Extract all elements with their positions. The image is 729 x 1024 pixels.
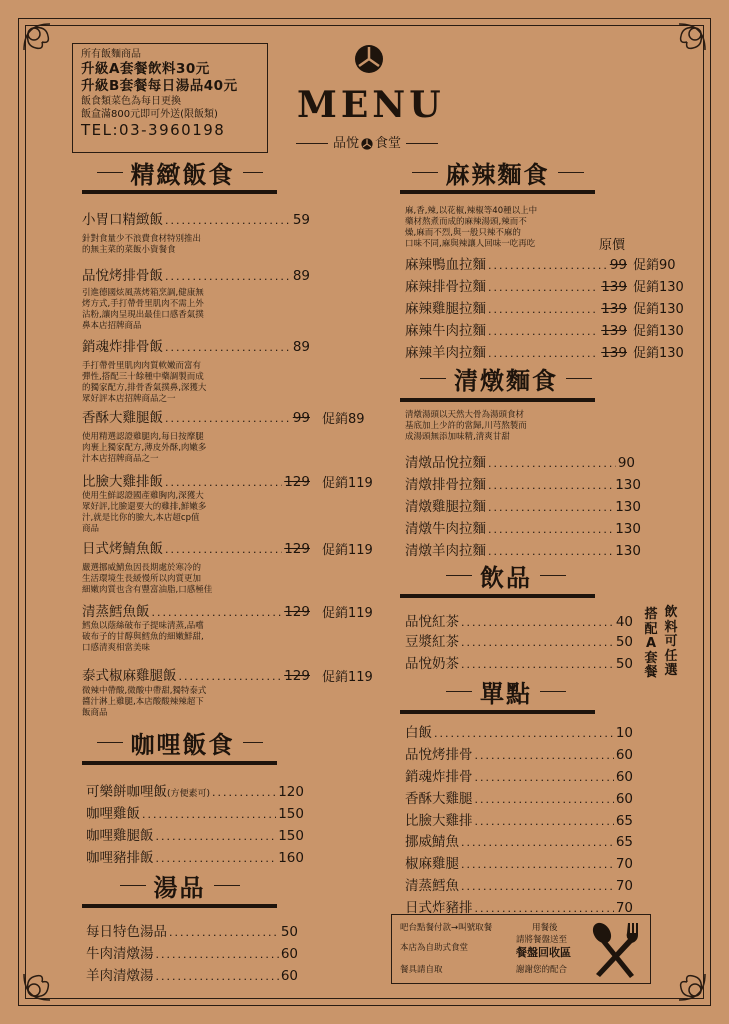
menu-item xyxy=(405,896,633,916)
dot-leader xyxy=(488,281,599,294)
menu-item xyxy=(86,780,304,800)
desc-line: 鼻本店招牌商品 xyxy=(82,321,142,331)
item-description xyxy=(82,288,204,332)
desc-line: 眾好評,比臉還要大的雞排,鮮嫩多 xyxy=(82,502,207,512)
restaurant-name-part: 品悅 xyxy=(332,136,359,151)
dot-leader xyxy=(461,658,614,671)
item-price: 70 xyxy=(615,856,633,872)
desc-line: 嚴選挪威鯖魚因長期處於寒冷的 xyxy=(82,563,202,573)
item-price: 130 xyxy=(615,499,641,515)
item-price: 150 xyxy=(278,806,304,822)
menu-item xyxy=(405,630,633,650)
desc-line: 口味不同,麻與辣讓人回味一吃再吃 xyxy=(405,239,536,249)
item-name: 銷魂炸排骨 xyxy=(405,769,473,785)
item-price: 60 xyxy=(615,769,633,785)
desc-line: 飯商品 xyxy=(82,708,108,718)
menu-item xyxy=(82,208,310,228)
item-sale-price: 促銷119 xyxy=(322,476,373,491)
menu-item xyxy=(405,275,627,295)
desc-line: 細嫩肉質也含有豐富油脂,口感極佳 xyxy=(82,585,213,595)
menu-item xyxy=(405,495,641,515)
desc-line: 烤方式,手打帶骨里肌肉不需上外 xyxy=(82,299,204,309)
item-sale-price: 促銷119 xyxy=(322,543,373,558)
item-sale-price: 促銷89 xyxy=(322,412,365,427)
restaurant-name-part: 食堂 xyxy=(375,136,402,151)
item-name: 清蒸鱈魚 xyxy=(405,878,459,894)
item-description xyxy=(82,361,206,405)
dot-leader xyxy=(165,412,291,425)
desc-line: 藥材熬煮而成的麻辣湯頭,辣而不 xyxy=(405,217,527,227)
dot-leader xyxy=(461,636,614,649)
menu-item xyxy=(405,721,633,741)
item-price: 65 xyxy=(615,834,633,850)
menu-item xyxy=(405,539,641,559)
dot-leader xyxy=(165,270,291,283)
item-price: 130 xyxy=(615,477,641,493)
dot-leader xyxy=(488,479,613,492)
desc-line: 口感清爽相當美味 xyxy=(82,643,151,653)
item-sale-price: 促銷90 xyxy=(633,258,676,273)
desc-line: 汁,就是比你的臉大,本店超cp值 xyxy=(82,513,200,523)
section-title: 湯品 xyxy=(153,874,206,902)
menu-item xyxy=(405,874,633,894)
dot-leader xyxy=(488,259,608,272)
desc-line: 肉裹上獨家配方,薄皮外酥,肉嫩多 xyxy=(82,443,207,453)
desc-line: 破布子的甘醇與鱈魚的細嫩鮮甜, xyxy=(82,632,204,642)
spicy-description xyxy=(405,206,537,250)
cutlery-icon xyxy=(590,921,642,979)
logo-mini-icon xyxy=(361,138,373,150)
menu-item xyxy=(405,473,641,493)
section-title: 精緻飯食 xyxy=(130,161,235,189)
desc-line: 手打帶骨里肌肉肉質軟嫩而富有 xyxy=(82,361,202,371)
desc-line: 使用生鮮認證國產雞胸肉,深獲大 xyxy=(82,491,204,501)
menu-title: MENU xyxy=(297,84,445,126)
section-single xyxy=(400,674,612,709)
dot-leader xyxy=(475,793,614,806)
item-original-price: 139 xyxy=(601,279,627,295)
item-name: 麻辣排骨拉麵 xyxy=(405,279,486,295)
menu-item xyxy=(405,341,627,361)
dot-leader xyxy=(169,926,279,939)
notice-utensils: 餐具請自取 xyxy=(400,965,443,975)
corner-ornament-top-left xyxy=(20,20,66,66)
dot-leader xyxy=(461,836,614,849)
desc-line: 引進德國炫風蒸烤箱烹調,健康無 xyxy=(82,288,204,298)
menu-item xyxy=(405,765,633,785)
menu-item xyxy=(82,264,310,284)
corner-ornament-bottom-right xyxy=(663,958,709,1004)
item-original-price: 129 xyxy=(284,474,310,490)
item-original-price: 139 xyxy=(601,301,627,317)
notice-return-area: 餐盤回收區 xyxy=(516,946,571,959)
drinks-choice-note: 飲料可任選 xyxy=(664,605,678,678)
menu-item xyxy=(405,319,627,339)
notice-box xyxy=(391,914,651,984)
section-bar xyxy=(400,594,595,598)
menu-item xyxy=(405,830,633,850)
item-price: 50 xyxy=(280,924,298,940)
item-name: 每日特色湯品 xyxy=(86,924,167,940)
item-name: 咖哩雞飯 xyxy=(86,806,140,822)
dot-leader xyxy=(475,815,614,828)
item-name: 清燉品悅拉麵 xyxy=(405,455,486,471)
item-name: 品悅紅茶 xyxy=(405,614,459,630)
section-bar xyxy=(82,190,277,194)
item-original-price: 99 xyxy=(292,410,310,426)
notice-self-service: 本店為自助式食堂 xyxy=(400,943,469,953)
item-original-price: 99 xyxy=(609,257,627,273)
notice-order: 吧台點餐付款→叫號取餐 xyxy=(400,923,493,933)
section-soup xyxy=(82,868,277,903)
dot-leader xyxy=(212,786,276,799)
item-name: 牛肉清燉湯 xyxy=(86,946,154,962)
item-price: 130 xyxy=(615,521,641,537)
menu-item xyxy=(86,942,298,962)
item-price: 40 xyxy=(615,614,633,630)
desc-line: 基底加上少許的當歸,川芎熬製而 xyxy=(405,421,527,431)
item-price: 60 xyxy=(615,791,633,807)
desc-line: 針對食量少不浪費食材特別推出 xyxy=(82,234,202,244)
section-bar xyxy=(82,761,277,765)
menu-item xyxy=(86,920,298,940)
dot-leader xyxy=(156,830,277,843)
promo-phone: TEL:03-3960198 xyxy=(81,121,226,139)
desc-line: 沾粉,讓肉呈現出最佳口感香氣撲 xyxy=(82,310,204,320)
desc-line: 鱈魚以蔭絲破布子提味清蒸,品嚐 xyxy=(82,621,204,631)
item-price: 70 xyxy=(615,900,633,916)
menu-item xyxy=(405,852,633,872)
dot-leader xyxy=(488,545,613,558)
item-name: 豆漿紅茶 xyxy=(405,634,459,650)
desc-line: 的獨家配方,排骨香氣撲鼻,深獲大 xyxy=(82,383,207,393)
promo-upgrade-a: 升級A套餐飲料30元 xyxy=(81,61,210,77)
item-description xyxy=(82,491,206,535)
item-description xyxy=(82,621,204,654)
dot-leader xyxy=(488,501,613,514)
desc-line: 汁本店招牌商品之一 xyxy=(82,454,159,464)
item-name: 清燉牛肉拉麵 xyxy=(405,521,486,537)
menu-item xyxy=(82,600,310,620)
section-fine-rice xyxy=(82,155,277,190)
corner-ornament-bottom-left xyxy=(20,958,66,1004)
item-name: 咖哩雞腿飯 xyxy=(86,828,154,844)
item-price: 130 xyxy=(615,543,641,559)
item-name: 品悅烤排骨 xyxy=(405,747,473,763)
item-name: 銷魂炸排骨飯 xyxy=(82,339,163,355)
item-price: 59 xyxy=(292,212,310,228)
item-name: 香酥大雞腿飯 xyxy=(82,410,163,426)
item-original-price: 139 xyxy=(601,345,627,361)
dot-leader xyxy=(461,880,614,893)
notice-thanks: 謝謝您的配合 xyxy=(516,965,568,975)
item-name: 泰式椒麻雞腿飯 xyxy=(82,668,177,684)
section-drinks xyxy=(400,558,612,593)
menu-item xyxy=(86,846,304,866)
menu-item xyxy=(405,517,641,537)
item-name: 比臉大雞排 xyxy=(405,813,473,829)
dot-leader xyxy=(165,214,291,227)
item-name: 咖哩豬排飯 xyxy=(86,850,154,866)
corner-ornament-top-right xyxy=(663,20,709,66)
item-original-price: 129 xyxy=(284,604,310,620)
dot-leader xyxy=(461,616,614,629)
dot-leader xyxy=(475,771,614,784)
dot-leader xyxy=(156,852,277,865)
item-name: 麻辣牛肉拉麵 xyxy=(405,323,486,339)
item-original-price: 129 xyxy=(284,541,310,557)
section-title: 飲品 xyxy=(480,564,532,592)
desc-line: 成湯頭無添加味精,清爽甘甜 xyxy=(405,432,510,442)
item-price: 10 xyxy=(615,725,633,741)
notice-return: 請將餐盤送至 xyxy=(516,935,568,945)
desc-line: 使用精選認證雞腿肉,每日按摩腿 xyxy=(82,432,204,442)
menu-item xyxy=(405,610,633,630)
section-title: 麻辣麵食 xyxy=(445,161,550,189)
item-description xyxy=(82,563,212,596)
item-price: 160 xyxy=(278,850,304,866)
menu-item xyxy=(82,406,310,426)
desc-line: 的無主菜的菜飯小資餐食 xyxy=(82,245,176,255)
dot-leader xyxy=(488,523,613,536)
item-name: 麻辣羊肉拉麵 xyxy=(405,345,486,361)
dot-leader xyxy=(142,808,276,821)
dot-leader xyxy=(179,670,283,683)
item-sale-price: 促銷119 xyxy=(322,606,373,621)
item-price: 89 xyxy=(292,339,310,355)
original-price-label: 原價 xyxy=(599,238,626,253)
menu-item xyxy=(405,451,635,471)
item-price: 89 xyxy=(292,268,310,284)
menu-item xyxy=(405,787,633,807)
item-name: 羊肉清燉湯 xyxy=(86,968,154,984)
item-name: 比臉大雞排飯 xyxy=(82,474,163,490)
item-name: 清燉排骨拉麵 xyxy=(405,477,486,493)
item-price: 60 xyxy=(615,747,633,763)
promo-line: 所有飯麵商品 xyxy=(81,49,141,60)
restaurant-name xyxy=(287,132,447,151)
menu-item xyxy=(82,335,310,355)
desc-line: 醬汁淋上雞腿,本店酸酸辣辣超下 xyxy=(82,697,204,707)
logo-icon xyxy=(354,44,384,74)
item-sale-price: 促銷130 xyxy=(633,280,684,295)
item-name: 麻辣雞腿拉麵 xyxy=(405,301,486,317)
item-price: 50 xyxy=(615,656,633,672)
dot-leader xyxy=(475,749,614,762)
menu-item xyxy=(82,664,310,684)
menu-item xyxy=(82,470,310,490)
section-bar xyxy=(400,190,595,194)
item-price: 90 xyxy=(617,455,635,471)
section-title: 清燉麵食 xyxy=(454,367,558,395)
item-name: 麻辣鴨血拉麵 xyxy=(405,257,486,273)
section-curry-rice xyxy=(82,725,277,760)
item-sale-price: 促銷130 xyxy=(633,302,684,317)
menu-item xyxy=(405,809,633,829)
item-price: 50 xyxy=(615,634,633,650)
dot-leader xyxy=(488,303,599,316)
dot-leader xyxy=(488,347,599,360)
item-name: 品悅烤排骨飯 xyxy=(82,268,163,284)
item-sale-price: 促銷119 xyxy=(322,670,373,685)
section-bar xyxy=(400,398,595,402)
item-name: 日式烤鯖魚飯 xyxy=(82,541,163,557)
notice-after-meal: 用餐後 xyxy=(532,923,558,933)
promo-delivery: 飯盒滿800元即可外送(限飯類) xyxy=(81,109,218,120)
item-price: 70 xyxy=(615,878,633,894)
desc-line: 生活環境生長緩慢所以肉質更加 xyxy=(82,574,202,584)
section-spicy-noodles xyxy=(400,155,595,190)
item-sale-price: 促銷130 xyxy=(633,324,684,339)
item-original-price: 139 xyxy=(601,323,627,339)
section-bar xyxy=(400,710,595,714)
item-price: 65 xyxy=(615,813,633,829)
dot-leader xyxy=(461,858,614,871)
item-name: 白飯 xyxy=(405,725,432,741)
item-name: 椒麻雞腿 xyxy=(405,856,459,872)
desc-line: 商品 xyxy=(82,524,100,534)
menu-item xyxy=(86,802,304,822)
menu-item xyxy=(405,297,627,317)
promo-box xyxy=(72,43,268,153)
dot-leader xyxy=(165,543,282,556)
desc-line: 麻,香,辣,以花椒,辣椒等40種以上中 xyxy=(405,206,538,216)
item-note: (方便素可) xyxy=(167,789,211,799)
menu-item xyxy=(86,964,298,984)
dot-leader xyxy=(156,970,279,983)
desc-line: 燥,麻而不烈,與一般只辣不麻的 xyxy=(405,228,521,238)
dot-leader xyxy=(152,606,283,619)
desc-line: 清燉湯頭以天然大骨為湯頭食材 xyxy=(405,410,525,420)
item-name: 香酥大雞腿 xyxy=(405,791,473,807)
item-name: 小胃口精緻飯 xyxy=(82,212,163,228)
menu-item xyxy=(405,253,627,273)
item-name: 品悅奶茶 xyxy=(405,656,459,672)
dot-leader xyxy=(434,727,614,740)
item-name: 清燉雞腿拉麵 xyxy=(405,499,486,515)
section-title: 咖哩飯食 xyxy=(130,731,235,759)
section-bar xyxy=(82,904,277,908)
drinks-combo-note: 搭配A套餐 xyxy=(644,607,658,680)
dot-leader xyxy=(165,476,282,489)
menu-item xyxy=(86,824,304,844)
menu-item xyxy=(405,652,633,672)
item-price: 60 xyxy=(280,968,298,984)
item-name: 清蒸鱈魚飯 xyxy=(82,604,150,620)
desc-line: 彈性,搭配三十餘種中藥調製而成 xyxy=(82,372,204,382)
section-stew-noodles xyxy=(400,361,612,396)
dot-leader xyxy=(488,457,616,470)
item-original-price: 129 xyxy=(284,668,310,684)
item-name: 可樂餅咖哩飯 xyxy=(86,784,167,800)
item-description xyxy=(82,432,206,465)
item-description xyxy=(82,686,206,719)
item-price: 120 xyxy=(278,784,304,800)
desc-line: 微辣中帶酸,微酸中帶甜,獨特泰式 xyxy=(82,686,207,696)
promo-line: 飯食類菜色為每日更換 xyxy=(81,96,181,107)
dot-leader xyxy=(156,948,279,961)
item-name: 日式炸豬排 xyxy=(405,900,473,916)
item-price: 150 xyxy=(278,828,304,844)
stew-description xyxy=(405,410,527,443)
promo-upgrade-b: 升級B套餐每日湯品40元 xyxy=(81,78,238,94)
item-description xyxy=(82,234,201,256)
item-sale-price: 促銷130 xyxy=(633,346,684,361)
section-title: 單點 xyxy=(480,680,532,708)
dot-leader xyxy=(165,341,291,354)
item-name: 清燉羊肉拉麵 xyxy=(405,543,486,559)
menu-item xyxy=(405,743,633,763)
item-name: 挪威鯖魚 xyxy=(405,834,459,850)
item-price: 60 xyxy=(280,946,298,962)
menu-item xyxy=(82,537,310,557)
desc-line: 眾好評本店招牌商品之一 xyxy=(82,394,176,404)
dot-leader xyxy=(488,325,599,338)
